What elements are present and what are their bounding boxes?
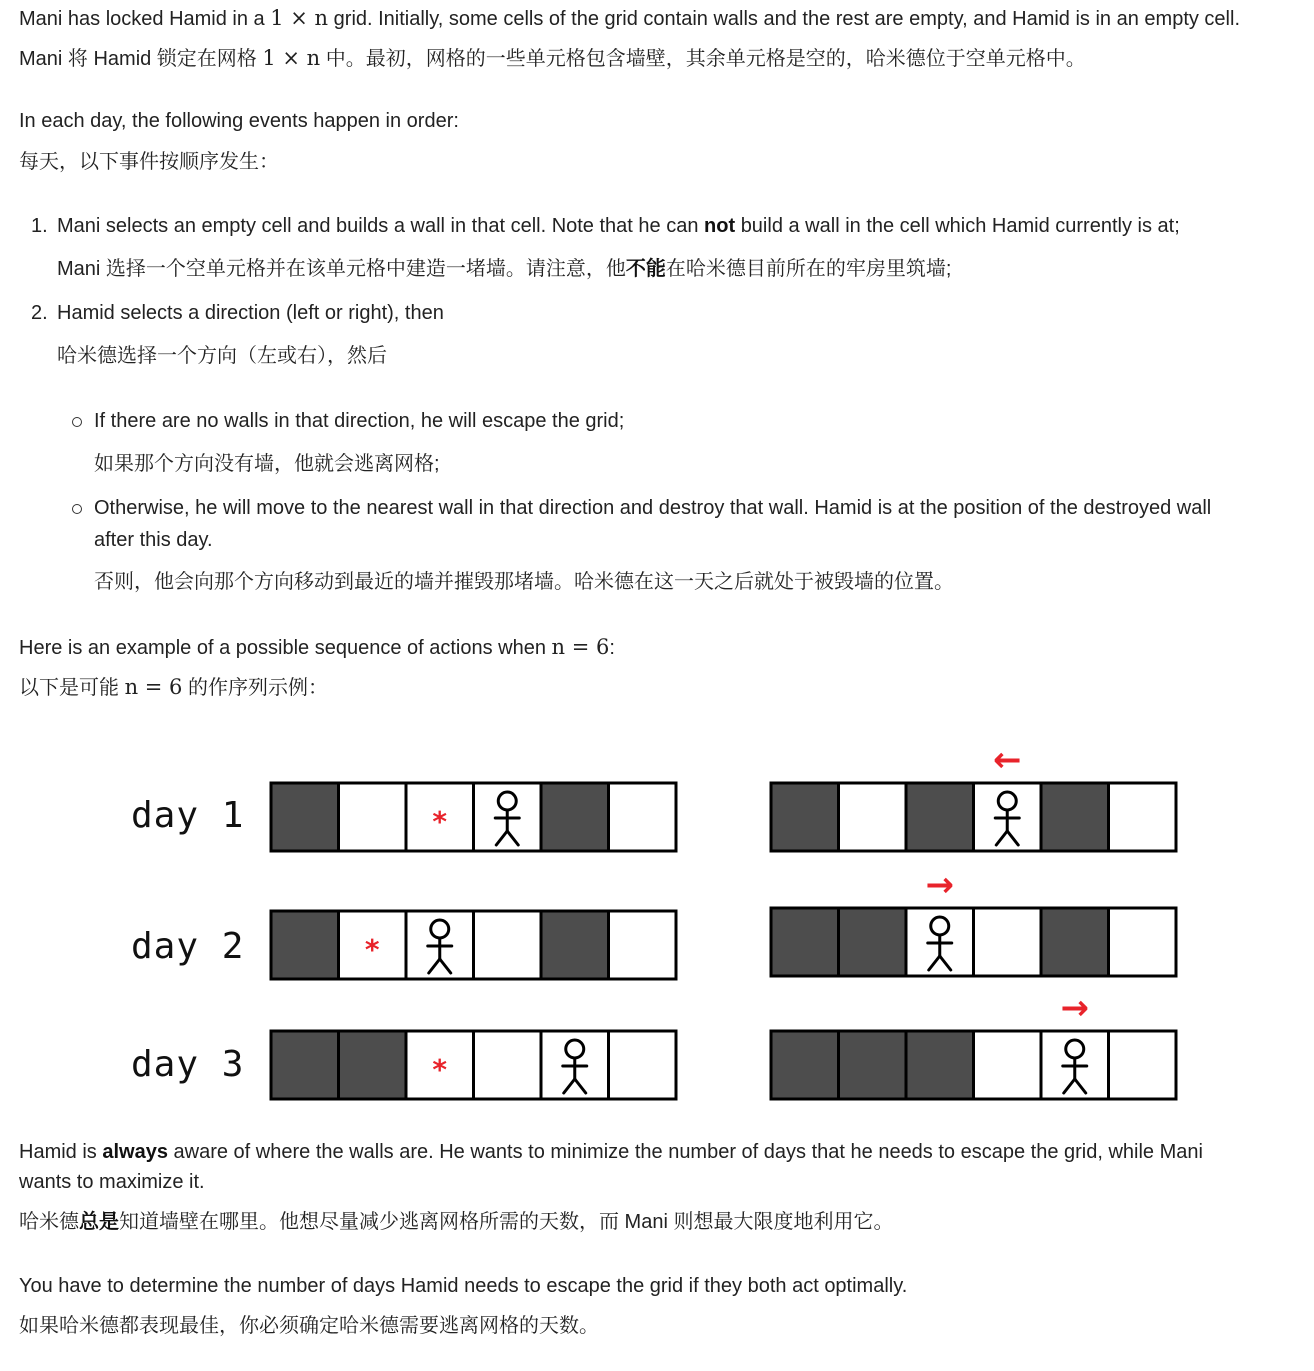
intro-en: Mani has locked Hamid in a 1 × n grid. Initially, some cells of the grid contain walls and the rest are empty, and Hamid is in an empty cell. <box>19 6 1240 30</box>
star-mark: * <box>432 1053 448 1086</box>
grid-cell-empty <box>339 783 407 851</box>
grid-cell-empty <box>1109 783 1177 851</box>
grid-cell-empty <box>609 783 677 851</box>
aware-en-line1: Hamid is always aware of where the walls are. He wants to minimize the number of days that he needs to escape the grid, while Mani <box>19 1141 1203 1163</box>
grid-right-day-3 <box>767 977 1180 1113</box>
grid-left-day-2 <box>267 857 680 993</box>
grid-cell-empty <box>609 1031 677 1099</box>
task-en: You have to determine the number of days Hamid needs to escape the grid if they both act optimally. <box>19 1275 908 1297</box>
grid-cell-wall <box>839 908 907 976</box>
grid-cell-empty <box>839 783 907 851</box>
math-1xn: 1 × n <box>270 6 329 30</box>
math-n6: n = 6 <box>551 635 610 659</box>
grid-cell-wall <box>839 1031 907 1099</box>
grid-cell-empty <box>974 908 1042 976</box>
grid-cell-empty <box>974 1031 1042 1099</box>
grid-cell-wall <box>771 783 839 851</box>
grid-cell-wall <box>541 911 609 979</box>
task-zh: 如果哈米德都表现最佳，你必须确定哈米德需要逃离网格的天数。 <box>19 1315 599 1337</box>
grid-cell-wall <box>906 1031 974 1099</box>
example-zh: 以下是可能 n = 6 的作序列示例： <box>19 675 328 699</box>
grid-cell-wall <box>771 1031 839 1099</box>
step-2-number: 2. <box>31 302 48 324</box>
grid-left-day-1 <box>267 729 680 865</box>
grid-cell-wall <box>1041 783 1109 851</box>
step-2-en: Hamid selects a direction (left or right), then <box>57 302 444 324</box>
bullet-2 <box>72 504 82 514</box>
star-mark: * <box>432 805 448 838</box>
grid-cell-empty <box>474 1031 542 1099</box>
grid-cell-empty <box>474 911 542 979</box>
grid-cell-wall <box>271 1031 339 1099</box>
grid-cell-wall <box>906 783 974 851</box>
bullet-1 <box>72 417 82 427</box>
math-n6-zh: n = 6 <box>124 675 183 699</box>
aware-en-line2: wants to maximize it. <box>19 1171 205 1193</box>
events-en: In each day, the following events happen in order: <box>19 110 459 132</box>
grid-left-day-3 <box>267 977 680 1113</box>
grid-cell-wall <box>339 1031 407 1099</box>
grid-cell-empty <box>1109 908 1177 976</box>
substep-1-zh: 如果那个方向没有墙，他就会逃离网格; <box>94 453 440 475</box>
substep-2-en-line1: Otherwise, he will move to the nearest wall in that direction and destroy that wall. Hamid is at the position of the destroyed wall <box>94 497 1212 519</box>
grid-cell-empty <box>609 911 677 979</box>
arrow-left-icon: ← <box>993 740 1022 780</box>
arrow-right-icon: → <box>925 865 954 905</box>
grid-cell-wall <box>271 783 339 851</box>
intro-zh: Mani 将 Hamid 锁定在网格 1 × n 中。最初，网格的一些单元格包含墙壁，其余单元格是空的，哈米德位于空单元格中。 <box>19 46 1086 70</box>
grid-right-day-2 <box>767 854 1180 990</box>
grid-cell-wall <box>541 783 609 851</box>
grid-cell-wall <box>271 911 339 979</box>
aware-zh: 哈米德总是知道墙壁在哪里。他想尽量减少逃离网格所需的天数，而 Mani 则想最大限度地利用它。 <box>19 1211 894 1233</box>
grid-right-day-1 <box>767 729 1180 865</box>
grid-cell-wall <box>771 908 839 976</box>
step-1-en: Mani selects an empty cell and builds a wall in that cell. Note that he can not build a wall in the cell which Hamid currently is at; <box>57 215 1180 237</box>
substep-2-zh: 否则，他会向那个方向移动到最近的墙并摧毁那堵墙。哈米德在这一天之后就处于被毁墙的位置。 <box>94 571 954 593</box>
step-1-number: 1. <box>31 215 48 237</box>
events-zh: 每天，以下事件按顺序发生： <box>19 151 279 173</box>
grid-cell-empty <box>1109 1031 1177 1099</box>
substep-2-en-line2: after this day. <box>94 529 213 551</box>
star-mark: * <box>364 933 380 966</box>
step-2-zh: 哈米德选择一个方向（左或右），然后 <box>57 345 387 367</box>
step-1-zh: Mani 选择一个空单元格并在该单元格中建造一堵墙。请注意，他不能在哈米德目前所在的牢房里筑墙; <box>57 258 952 280</box>
day-label: day 1 <box>131 795 245 836</box>
substep-1-en: If there are no walls in that direction, he will escape the grid; <box>94 410 625 432</box>
math-1xn-zh: 1 × n <box>262 46 321 70</box>
arrow-right-icon: → <box>1060 988 1089 1028</box>
grid-cell-wall <box>1041 908 1109 976</box>
day-label: day 2 <box>131 926 245 967</box>
day-label: day 3 <box>131 1044 245 1085</box>
example-en: Here is an example of a possible sequence of actions when n = 6: <box>19 635 615 659</box>
